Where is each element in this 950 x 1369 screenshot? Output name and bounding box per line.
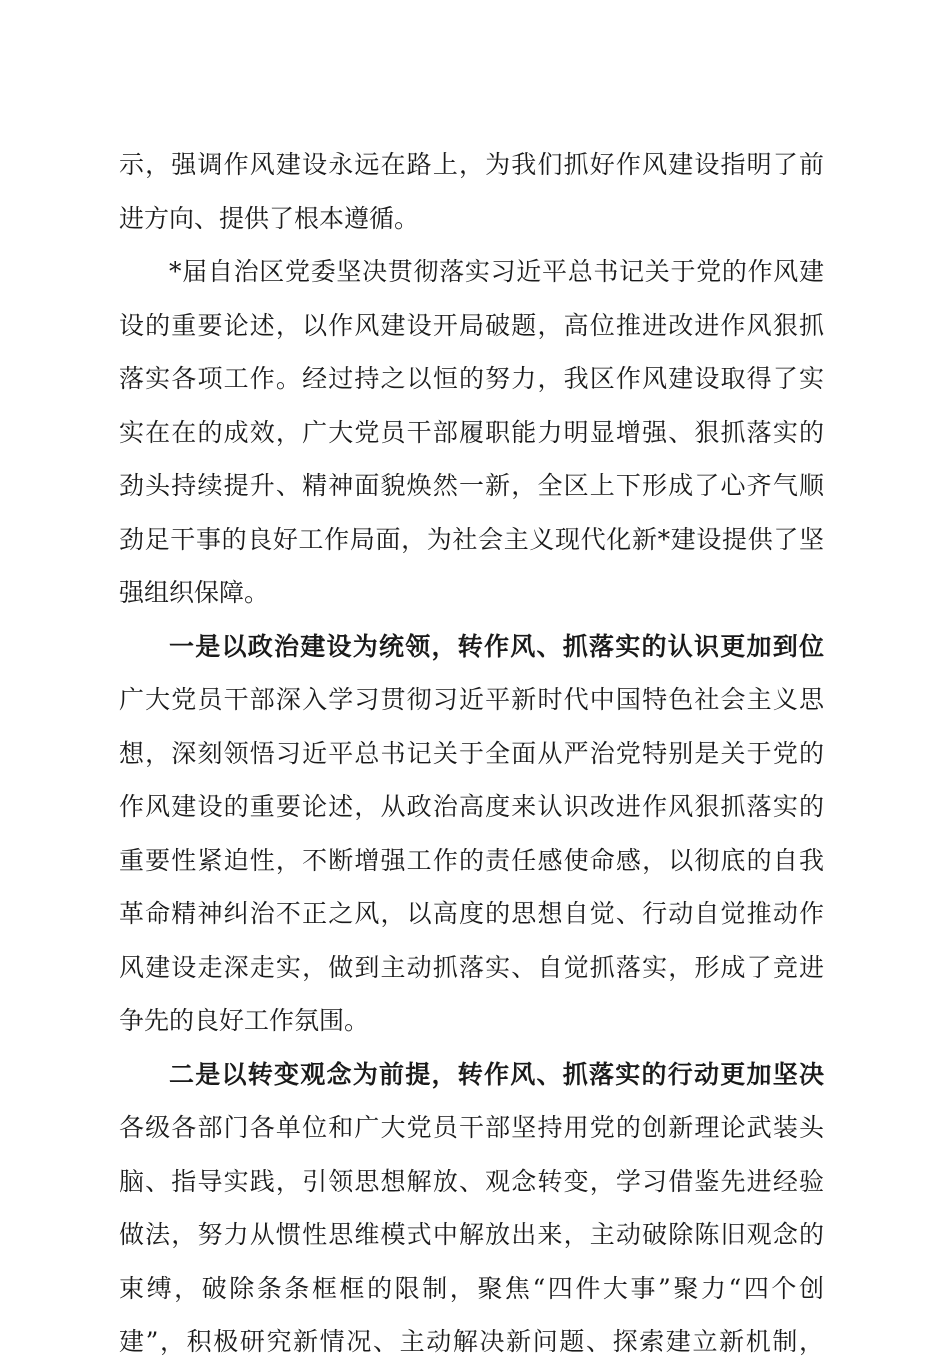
text-line: 实在在的成效，广大党员干部履职能力明显增强、狠抓落实的 [119,417,824,447]
text-line: 建”，积极研究新情况、主动解决新问题、探索建立新机制， [119,1327,824,1356]
text-line: 重要性紧迫性，不断增强工作的责任感使命感，以彻底的自我 [119,845,824,875]
text-line: *届自治区党委坚决贯彻落实习近平总书记关于党的作风建 [169,257,824,286]
text-line: 劲头持续提升、精神面貌焕然一新，全区上下形成了心齐气顺 [119,471,824,500]
paragraph-4 [119,1048,824,1369]
text-line: 做法，努力从惯性思维模式中解放出来，主动破除陈旧观念的 [119,1220,824,1249]
text-line: 劲足干事的良好工作局面，为社会主义现代化新*建设提供了坚 [119,524,824,554]
text-line: 设的重要论述，以作风建设开局破题，高位推进改进作风狠抓 [119,310,824,340]
text-line: 各级各部门各单位和广大党员干部坚持用党的创新理论武装头 [119,1113,824,1142]
text-line: 落实各项工作。经过持之以恒的努力，我区作风建设取得了实 [119,364,824,393]
text-line: 想，深刻领悟习近平总书记关于全面从严治党特别是关于党的 [119,738,824,768]
text-line: 强组织保障。 [119,578,270,607]
section-heading: 二是以转变观念为前提，转作风、抓落实的行动更加坚决 [169,1059,824,1089]
text-line: 风建设走深走实，做到主动抓落实、自觉抓落实，形成了竞进 [119,952,824,982]
text-line: 脑、指导实践，引领思想解放、观念转变，学习借鉴先进经验 [119,1166,824,1196]
document-body [119,138,824,1369]
text-line: 示，强调作风建设永远在路上，为我们抓好作风建设指明了前 [119,150,824,179]
text-line: 进方向、提供了根本遵循。 [119,203,420,233]
paragraph-3 [119,620,824,1048]
text-line: 束缚，破除条条框框的限制，聚焦“四件大事”聚力“四个创 [119,1273,824,1303]
text-line: 革命精神纠治不正之风，以高度的思想自觉、行动自觉推动作 [119,899,824,928]
text-line: 作风建设的重要论述，从政治高度来认识改进作风狠抓落实的 [119,792,824,821]
paragraph-1 [119,138,824,245]
text-line: 争先的良好工作氛围。 [119,1006,370,1035]
section-heading: 一是以政治建设为统领，转作风、抓落实的认识更加到位 [169,631,824,661]
paragraph-2 [119,245,824,620]
text-line: 广大党员干部深入学习贯彻习近平新时代中国特色社会主义思 [119,685,824,714]
